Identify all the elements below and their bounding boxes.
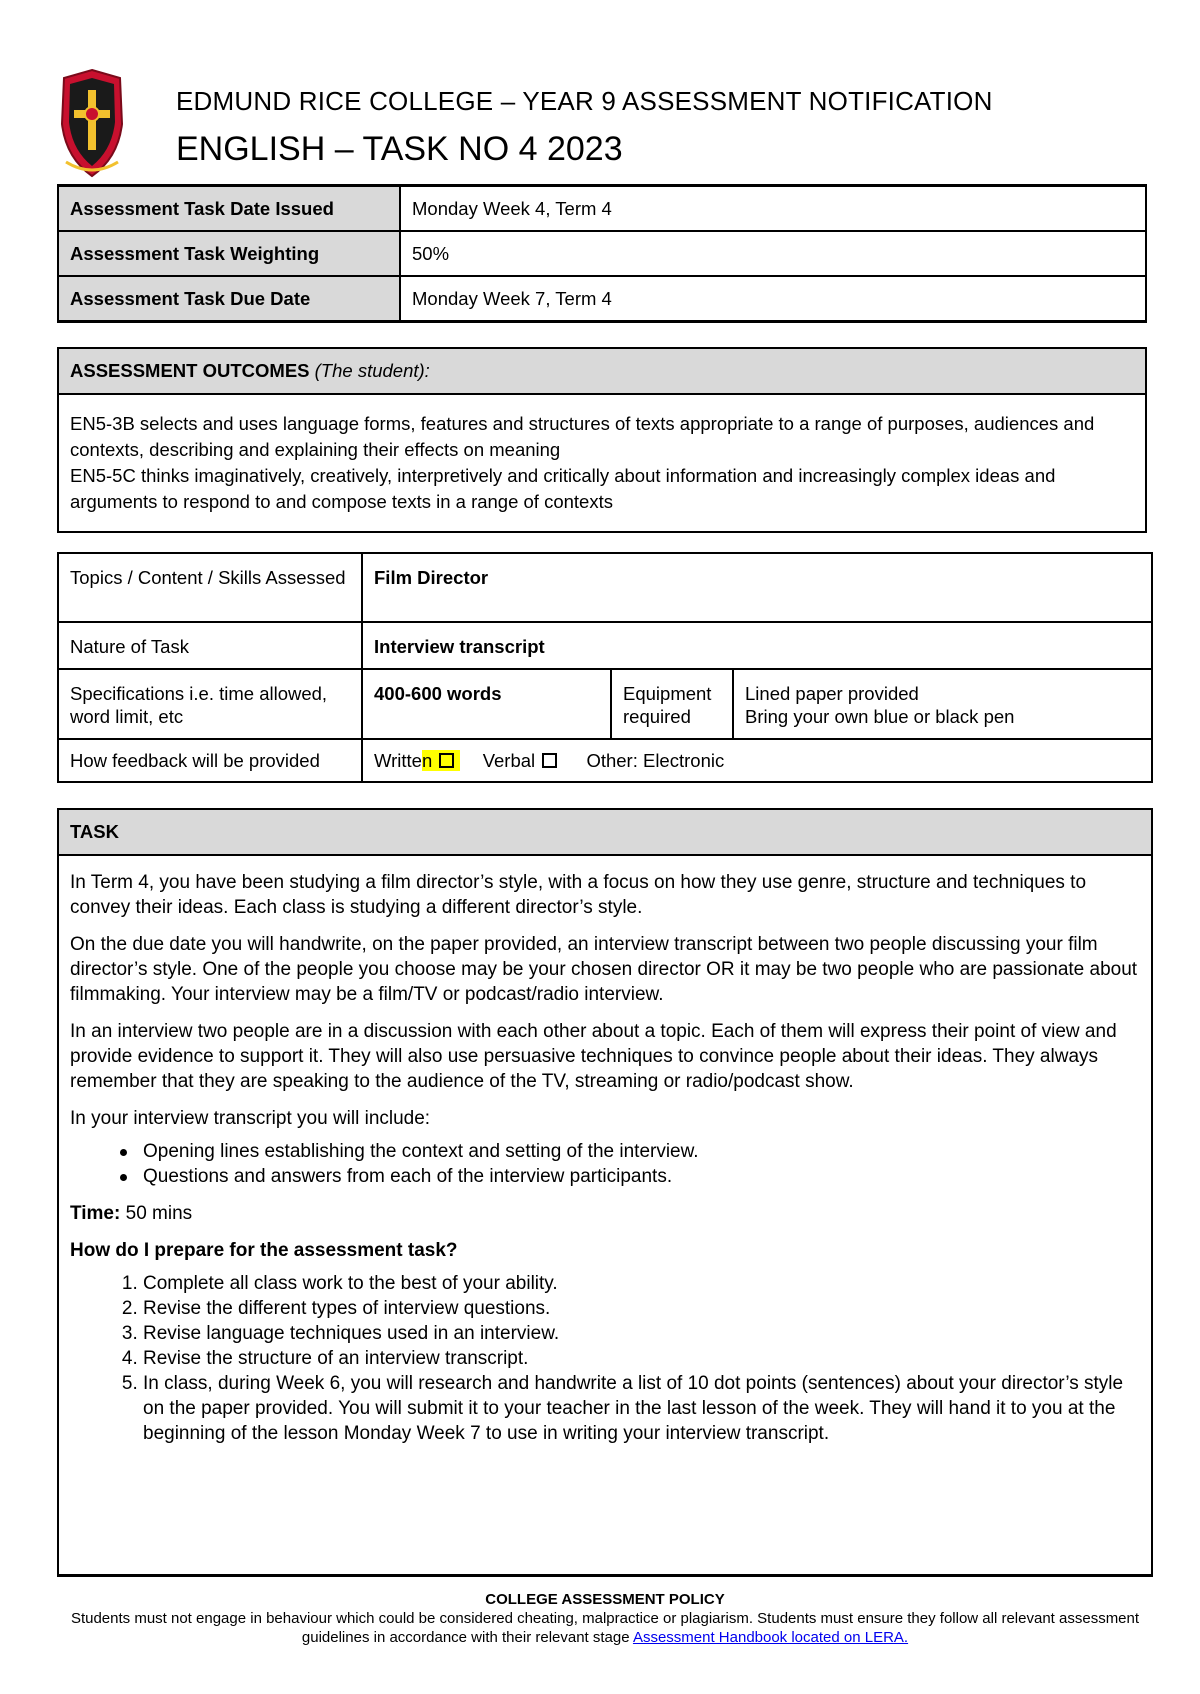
table-row bbox=[58, 186, 1146, 232]
task-title: ENGLISH – TASK NO 4 2023 bbox=[176, 130, 623, 168]
equipment-line: Lined paper provided bbox=[745, 683, 919, 704]
topics-label: Topics / Content / Skills Assessed bbox=[58, 553, 362, 622]
nature-value: Interview transcript bbox=[362, 622, 1152, 669]
list-item-text: Questions and answers from each of the interview participants. bbox=[143, 1166, 673, 1187]
list-item: 5. In class, during Week 6, you will research and handwrite a list of 10 dot points (sentences) about your director’s style on the paper provided. You will submit it to your teacher in the last lesson of the week. They will hand it to you at the beginning of the lesson Monday Week 7 to use in writing your interview transcript. bbox=[143, 1371, 1140, 1446]
bullet-icon bbox=[120, 1149, 127, 1156]
weighting-label: Assessment Task Weighting bbox=[58, 231, 400, 276]
specifications-value: 400-600 words bbox=[362, 669, 611, 739]
college-heading: EDMUND RICE COLLEGE – YEAR 9 ASSESSMENT NOTIFICATION bbox=[176, 86, 993, 116]
outcomes-table bbox=[57, 347, 1147, 533]
specifications-label: Specifications i.e. time allowed, word limit, etc bbox=[58, 669, 362, 739]
policy-title: COLLEGE ASSESSMENT POLICY bbox=[485, 1591, 725, 1608]
outcomes-heading-text: ASSESSMENT OUTCOMES bbox=[70, 360, 310, 381]
feedback-other-text: Other: Electronic bbox=[586, 750, 725, 771]
feedback-label: How feedback will be provided bbox=[58, 739, 362, 782]
feedback-written-text: Writte bbox=[374, 750, 422, 771]
task-paragraph: In Term 4, you have been studying a film director’s style, with a focus on how they use genre, structure and techniques to convey their ideas. Each class is studying a different director’s style. bbox=[70, 872, 1087, 918]
prepare-steps-list bbox=[70, 1271, 1140, 1446]
outcome-item: EN5-5C thinks imaginatively, creatively, interpretively and critically about information and increasingly complex ideas and arguments to respond to and compose texts in a range of contexts bbox=[70, 465, 1056, 512]
table-row bbox=[58, 231, 1146, 276]
outcomes-heading bbox=[58, 348, 1146, 394]
list-item: 2. Revise the different types of interview questions. bbox=[143, 1296, 1140, 1321]
task-table bbox=[57, 808, 1153, 1577]
nature-label: Nature of Task bbox=[58, 622, 362, 669]
equipment-label: Equipment required bbox=[611, 669, 733, 739]
assessment-policy bbox=[57, 1590, 1153, 1647]
task-paragraph: In your interview transcript you will include: bbox=[70, 1108, 431, 1129]
college-crest-icon bbox=[56, 66, 128, 182]
list-item: 1. Complete all class work to the best of your ability. bbox=[143, 1271, 1140, 1296]
outcome-item: EN5-3B selects and uses language forms, features and structures of texts appropriate to a range of purposes, audiences and contexts, describing and explaining their effects on meaning bbox=[70, 413, 1095, 460]
time-value: 50 mins bbox=[120, 1203, 193, 1224]
verbal-checkbox-icon[interactable] bbox=[542, 753, 557, 768]
bullet-icon bbox=[120, 1174, 127, 1181]
outcomes-heading-note: (The student): bbox=[314, 360, 430, 381]
written-checkbox-icon[interactable] bbox=[439, 753, 454, 768]
feedback-verbal-text: Verbal bbox=[482, 750, 536, 771]
task-info-table bbox=[57, 184, 1147, 323]
outcomes-body bbox=[58, 394, 1146, 532]
list-item-text: Opening lines establishing the context and setting of the interview. bbox=[143, 1141, 699, 1162]
assessment-handbook-link[interactable]: Assessment Handbook located on LERA. bbox=[632, 1629, 909, 1646]
equipment-value bbox=[733, 669, 1152, 739]
policy-text: Students must not engage in behaviour which could be considered cheating, malpractice or plagiarism. Students must ensure they follow all relevant assessment guidelines in accordance with their relevant stage bbox=[70, 1610, 1140, 1646]
task-heading: TASK bbox=[58, 809, 1152, 855]
topics-value: Film Director bbox=[362, 553, 1152, 622]
list-item: 3. Revise language techniques used in an interview. bbox=[143, 1321, 1140, 1346]
task-body bbox=[58, 855, 1152, 1576]
include-list bbox=[70, 1139, 1140, 1189]
time-line bbox=[70, 1201, 1140, 1226]
list-item bbox=[143, 1139, 1140, 1164]
feedback-options bbox=[362, 739, 1152, 782]
task-paragraph: In an interview two people are in a discussion with each other about a topic. Each of them will express their point of view and provide evidence to support it. They will also use persuasive techniques to convince people about their ideas. They always remember that they are speaking to the audience of the TV, streaming or radio/podcast show. bbox=[70, 1021, 1117, 1092]
prepare-heading: How do I prepare for the assessment task? bbox=[70, 1240, 458, 1261]
feedback-written-highlight bbox=[422, 750, 460, 771]
date-issued-value: Monday Week 4, Term 4 bbox=[400, 186, 1146, 232]
due-date-value: Monday Week 7, Term 4 bbox=[400, 276, 1146, 322]
date-issued-label: Assessment Task Date Issued bbox=[58, 186, 400, 232]
due-date-label: Assessment Task Due Date bbox=[58, 276, 400, 322]
time-label: Time: bbox=[70, 1203, 121, 1224]
feedback-written-text-end: n bbox=[421, 750, 433, 771]
weighting-value: 50% bbox=[400, 231, 1146, 276]
task-details-table bbox=[57, 552, 1153, 783]
footer-divider bbox=[57, 1574, 1153, 1576]
table-row bbox=[58, 276, 1146, 322]
list-item: 4. Revise the structure of an interview transcript. bbox=[143, 1346, 1140, 1371]
task-paragraph: On the due date you will handwrite, on the paper provided, an interview transcript between two people discussing your film director’s style. One of the people you choose may be your chosen director OR it may be two people who are passionate about filmmaking. Your interview may be a film/TV or podcast/radio interview. bbox=[70, 934, 1138, 1005]
list-item bbox=[143, 1164, 1140, 1189]
equipment-line: Bring your own blue or black pen bbox=[745, 706, 1015, 727]
